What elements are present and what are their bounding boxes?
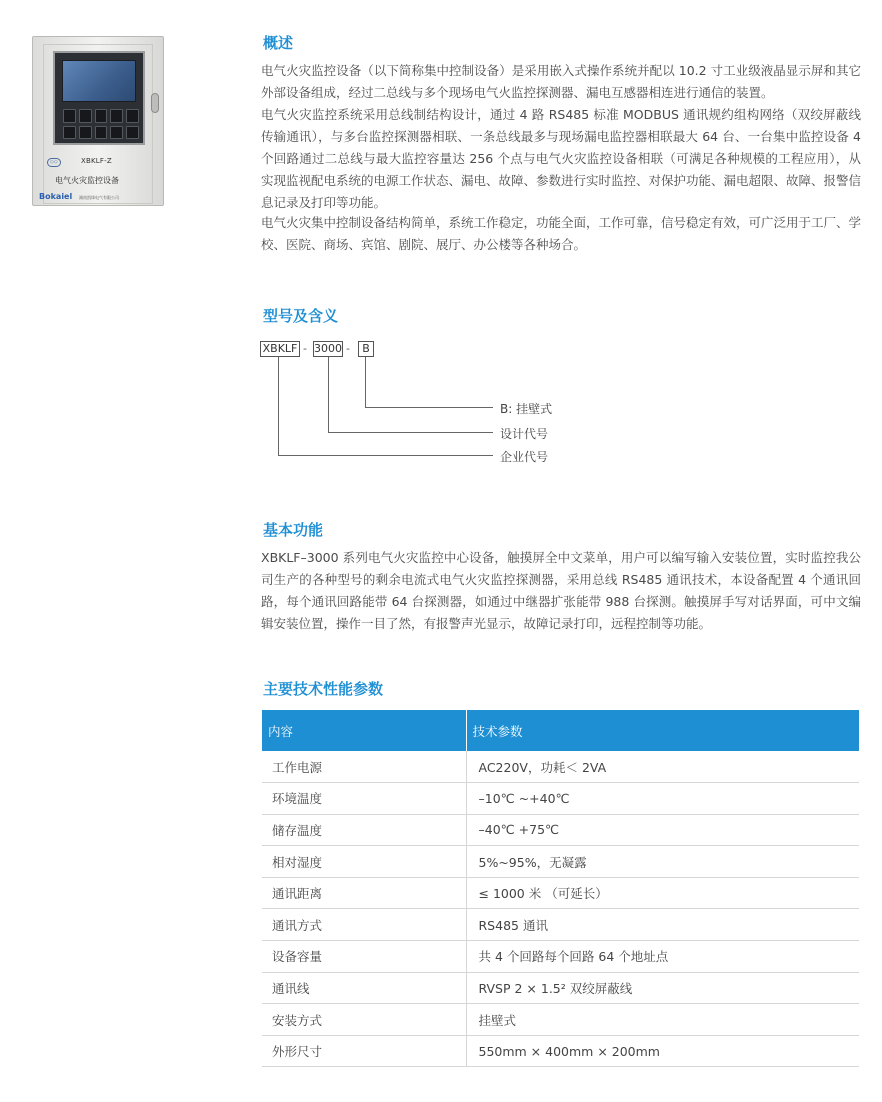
table-cell-value: 共 4 个回路每个回路 64 个地址点 (466, 941, 859, 973)
model-meaning-title: 型号及含义 (263, 307, 339, 325)
device-brand-logo: Bokaiel (39, 192, 73, 201)
table-header-row (262, 710, 859, 751)
model-legend-install: B: 挂壁式 (500, 402, 553, 416)
table-row (262, 1035, 859, 1067)
table-row (262, 751, 859, 783)
overview-title: 概述 (263, 34, 294, 52)
device-screen (62, 60, 136, 102)
device-handle (151, 93, 159, 113)
table-row (262, 972, 859, 1004)
connector-line (365, 407, 493, 408)
table-cell-value: AC220V，功耗＜ 2VA (466, 751, 859, 783)
connector-line (328, 357, 329, 433)
device-keypad (63, 109, 139, 139)
table-cell-label: 环境温度 (262, 783, 466, 815)
table-cell-value: –10℃ ~+40℃ (466, 783, 859, 815)
table-cell-value: ≤ 1000 米 （可延长） (466, 877, 859, 909)
table-row (262, 1004, 859, 1036)
table-cell-value: RS485 通讯 (466, 909, 859, 941)
table-cell-value: 550mm × 400mm × 200mm (466, 1035, 859, 1067)
model-part-install: B (358, 341, 374, 357)
connector-line (328, 432, 493, 433)
device-name-label: 电气火灾监控设备 (55, 176, 119, 185)
table-row (262, 846, 859, 878)
table-header-content: 内容 (262, 710, 466, 751)
table-cell-label: 相对湿度 (262, 846, 466, 878)
specs-title: 主要技术性能参数 (263, 680, 384, 698)
table-cell-value: 挂壁式 (466, 1004, 859, 1036)
table-cell-value: –40℃ +75℃ (466, 814, 859, 846)
table-row (262, 814, 859, 846)
table-cell-label: 设备容量 (262, 941, 466, 973)
table-row (262, 877, 859, 909)
basic-function-text: XBKLF–3000 系列电气火灾监控中心设备，触摸屏全中文菜单，用户可以编写输入安装位置，实时监控我公司生产的各种型号的剩余电流式电气火灾监控探测器，采用总线 RS485 通讯技术，本设备配置 4 个通讯回路，每个通讯回路能带 64 台探测器，如通过中继器扩张能带 988 台探测。触摸屏手写对话界面，可中文编辑安装位置，操作一目了然，有报警声光显示，故障记录打印，远程控制等功能。 (261, 550, 861, 631)
device-company-label: 湖南凯烽电气有限公司 (79, 195, 119, 200)
table-cell-label: 储存温度 (262, 814, 466, 846)
device-model-label: XBKLF-Z (81, 157, 112, 165)
model-part-design: 3000 (314, 342, 342, 355)
table-row (262, 941, 859, 973)
model-separator-1: - (303, 342, 307, 355)
device-logo-mark: ◇◇ (47, 158, 61, 167)
table-cell-label: 通讯方式 (262, 909, 466, 941)
model-separator-2: - (346, 342, 350, 355)
table-cell-label: 工作电源 (262, 751, 466, 783)
basic-function-title: 基本功能 (263, 521, 324, 539)
overview-paragraph-1: 电气火灾监控设备（以下简称集中控制设备）是采用嵌入式操作系统并配以 10.2 寸工业级液晶显示屏和其它外部设备组成，经过二总线与多个现场电气火监控探测器、漏电互感器相连进行通信的装置。 (261, 63, 861, 100)
table-cell-value: 5%~95%，无凝露 (466, 846, 859, 878)
connector-line (278, 357, 279, 456)
model-legend-design: 设计代号 (500, 427, 549, 441)
connector-line (278, 455, 493, 456)
table-row (262, 783, 859, 815)
device-panel (53, 51, 145, 145)
table-cell-label: 通讯线 (262, 972, 466, 1004)
model-part-company: XBKLF (260, 341, 300, 357)
table-row (262, 909, 859, 941)
table-cell-label: 通讯距离 (262, 877, 466, 909)
model-legend-company: 企业代号 (500, 450, 549, 464)
overview-paragraph-2: 电气火灾监控系统采用总线制结构设计，通过 4 路 RS485 标准 MODBUS 通讯规约组构网络（双绞屏蔽线传输通讯），与多台监控探测器相联、一条总线最多与现场漏电监控器相联最大 64 台、一台集中监控设备 4 个回路通过二总线与最大监控容量达 256 个点与电气火灾监控设备相联（可满足各种规模的工程应用），从实现监视配电系统的电源工作状态、漏电、故障、参数进行实时监控、对保护功能、漏电超限、故障、报警信息记录及打印等功能。 (261, 107, 862, 210)
specs-table (262, 710, 859, 1067)
table-cell-label: 外形尺寸 (262, 1035, 466, 1067)
table-cell-label: 安装方式 (262, 1004, 466, 1036)
table-cell-value: RVSP 2 × 1.5² 双绞屏蔽线 (466, 972, 859, 1004)
table-header-params: 技术参数 (466, 710, 859, 751)
device-image (32, 36, 164, 206)
overview-paragraph-3: 电气火灾集中控制设备结构简单，系统工作稳定，功能全面，工作可靠，信号稳定有效，可广泛用于工厂、学校、医院、商场、宾馆、剧院、展厅、办公楼等各种场合。 (261, 215, 862, 252)
connector-line (365, 357, 366, 408)
